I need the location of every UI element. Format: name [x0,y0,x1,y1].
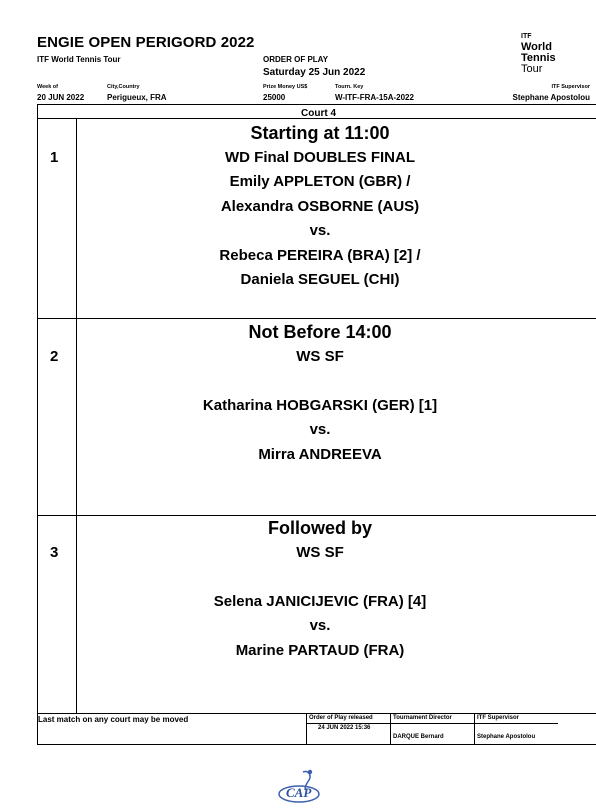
match-number: 3 [50,544,59,561]
match-time: Not Before 14:00 [248,322,392,342]
cap-logo [277,766,321,806]
tournament-title: ENGIE OPEN PERIGORD 2022 [37,34,255,51]
player-line: Daniela SEGUEL (CHI) [240,271,400,288]
order-of-play-date: Saturday 25 Jun 2022 [263,67,366,78]
prize-value: 25000 [263,93,286,102]
player-line: Marine PARTAUD (FRA) [235,641,405,659]
match-event: WD Final DOUBLES FINAL [225,148,415,166]
player-line: Alexandra OSBORNE (AUS) [220,197,420,215]
player-line: Emily APPLETON (GBR) / [229,173,411,190]
city-value: Perigueux, FRA [107,93,167,102]
itf-world-tennis-tour-logo: ITF World Tennis Tour [521,33,556,75]
footer-bottom-border [37,744,596,745]
blank-line [77,369,563,394]
player-line: Selena JANICIJEVIC (FRA) [4] [213,592,427,610]
versus-text: vs. [309,222,331,239]
week-value: 20 JUN 2022 [37,93,85,102]
table-left-border [37,104,38,744]
match-block-3 [77,516,563,663]
order-of-play-label: ORDER OF PLAY [263,55,329,64]
court-name: Court 4 [301,108,336,119]
supervisor-value: Stephane Apostolou [512,93,590,102]
footer-supervisor-value: Stephane Apostolou [477,734,536,740]
player-line: Mirra ANDREEVA [258,445,382,463]
versus-text: vs. [309,617,331,634]
tourn-key-value: W-ITF-FRA-15A-2022 [335,93,414,102]
match-number: 2 [50,348,59,365]
released-value: 24 JUN 2022 15:36 [318,725,371,731]
match-event: WS SF [296,347,344,365]
table-bottom-border [37,713,596,714]
footer-note: Last match on any court may be moved [38,715,189,724]
released-label: Order of Play released [309,715,373,721]
match-number: 1 [50,149,59,166]
match-block-1 [77,121,563,293]
svg-text:CAP: CAP [286,785,312,800]
tourn-key-label: Tourn. Key [335,84,364,90]
week-label: Week of [37,84,58,90]
city-label: City,Country [107,84,140,90]
match-event: WS SF [296,543,344,561]
versus-text: vs. [309,421,331,438]
footer-supervisor-label: ITF Supervisor [477,715,520,721]
supervisor-label: ITF Supervisor [551,84,590,90]
director-value: DARQUE Bernard [393,734,444,740]
tour-subtitle: ITF World Tennis Tour [37,55,121,64]
match-block-2 [77,320,563,467]
director-label: Tournament Director [393,715,452,721]
row-divider [37,318,596,319]
prize-label: Prize Money US$ [263,84,308,90]
match-time: Starting at 11:00 [250,123,390,143]
blank-line [77,565,563,590]
player-line: Katharina HOBGARSKI (GER) [1] [202,396,438,414]
table-top-border [37,104,596,105]
match-time: Followed by [267,518,372,538]
player-line: Rebeca PEREIRA (BRA) [2] / [219,246,421,264]
